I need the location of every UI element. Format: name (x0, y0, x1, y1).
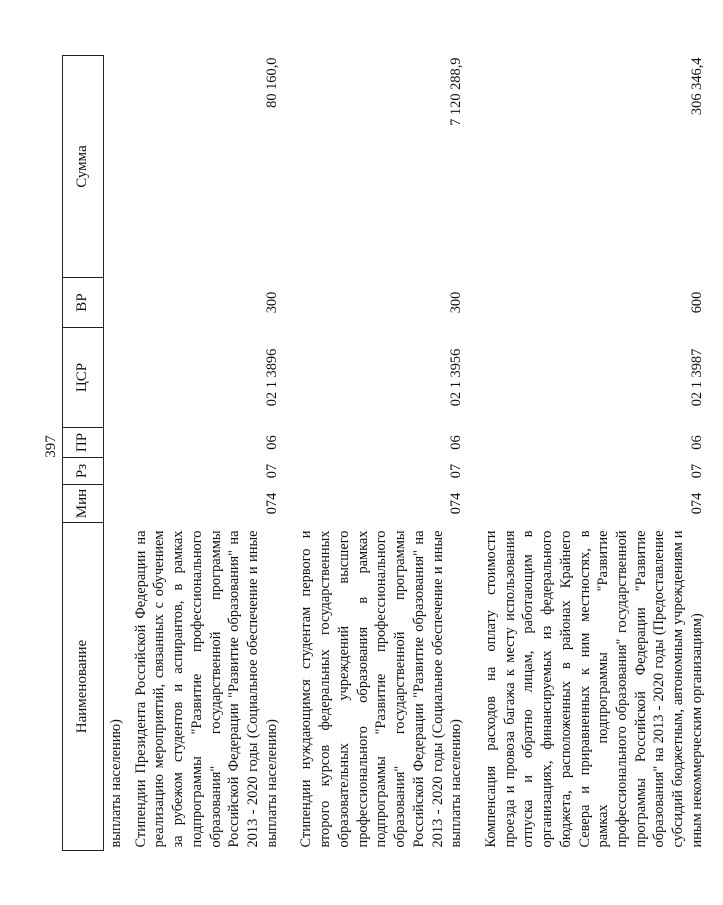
table-header-row (63, 56, 104, 851)
page-number: 397 (42, 435, 59, 458)
row-name: Стипендии Президента Российской Федерации на реализацию мероприятий, связанных с обучением за рубежом студентов и аспирантов, в рамках подпрограммы "Развитие профессионального образования" государственной программы Российской Федерации "Развитие образования" на 2013 - 2020 годы (Социальное обеспечение и иные выплаты населению) (132, 530, 280, 848)
row-vr: 300 (448, 291, 465, 314)
row-sum: 7 120 288,9 (448, 57, 465, 126)
row-rz: 07 (263, 463, 280, 479)
table-row (132, 56, 298, 851)
table-row (297, 56, 481, 851)
col-header-pr: ПР (63, 428, 104, 458)
row-pr: 06 (688, 435, 705, 450)
row-name: Компенсация расходов на оплату стоимости проезда и провоза багажа к месту использования отпуска и обратно лицам, работающим в организациях, финансируемых из федерального бюджета, расположенных в районах Крайнего Севера и приравненных к ним местностях, в рамках подпрограммы "Развитие профессионального образования" государственной программы Российской Федерации "Развитие образования" на 2013 - 2020 годы (Предоставление субсидий бюджетным, автономным учреждениям и иным некоммерческим организациям) (482, 530, 705, 848)
col-header-rz: Рз (63, 458, 104, 485)
row-name: Стипендии нуждающимся студентам первого и второго курсов федеральных государственных образовательных учреждений высшего профессионального образования в рамках подпрограммы "Развитие профессионального образования" государственной программы Российской Федерации "Развитие образования" на 2013 - 2020 годы (Социальное обеспечение и иные выплаты населению) (298, 530, 465, 848)
budget-table-sheet (62, 56, 705, 851)
row-rz: 07 (688, 463, 705, 479)
col-header-min: Мин (63, 485, 104, 523)
row-min: 074 (263, 492, 280, 515)
row-csr: 02 1 3987 (688, 348, 705, 407)
row-sum: 80 160,0 (263, 57, 280, 108)
budget-table (62, 55, 723, 851)
col-header-name: Наименование (63, 523, 104, 851)
row-pr: 06 (448, 435, 465, 450)
row-min: 074 (688, 492, 705, 515)
continuation-row (104, 56, 132, 851)
row-sum: 306 346,4 (688, 57, 705, 116)
row-min: 074 (448, 492, 465, 515)
row-vr: 300 (263, 291, 280, 314)
table-row (482, 56, 723, 851)
row-csr: 02 1 3896 (263, 348, 280, 407)
col-header-sum: Сумма (63, 56, 104, 278)
col-header-csr: ЦСР (63, 328, 104, 428)
col-header-vr: ВР (63, 278, 104, 328)
row-rz: 07 (448, 463, 465, 479)
row-vr: 600 (688, 291, 705, 314)
continuation-text: выплаты населению) (108, 719, 124, 848)
row-pr: 06 (263, 435, 280, 450)
row-csr: 02 1 3956 (448, 348, 465, 407)
